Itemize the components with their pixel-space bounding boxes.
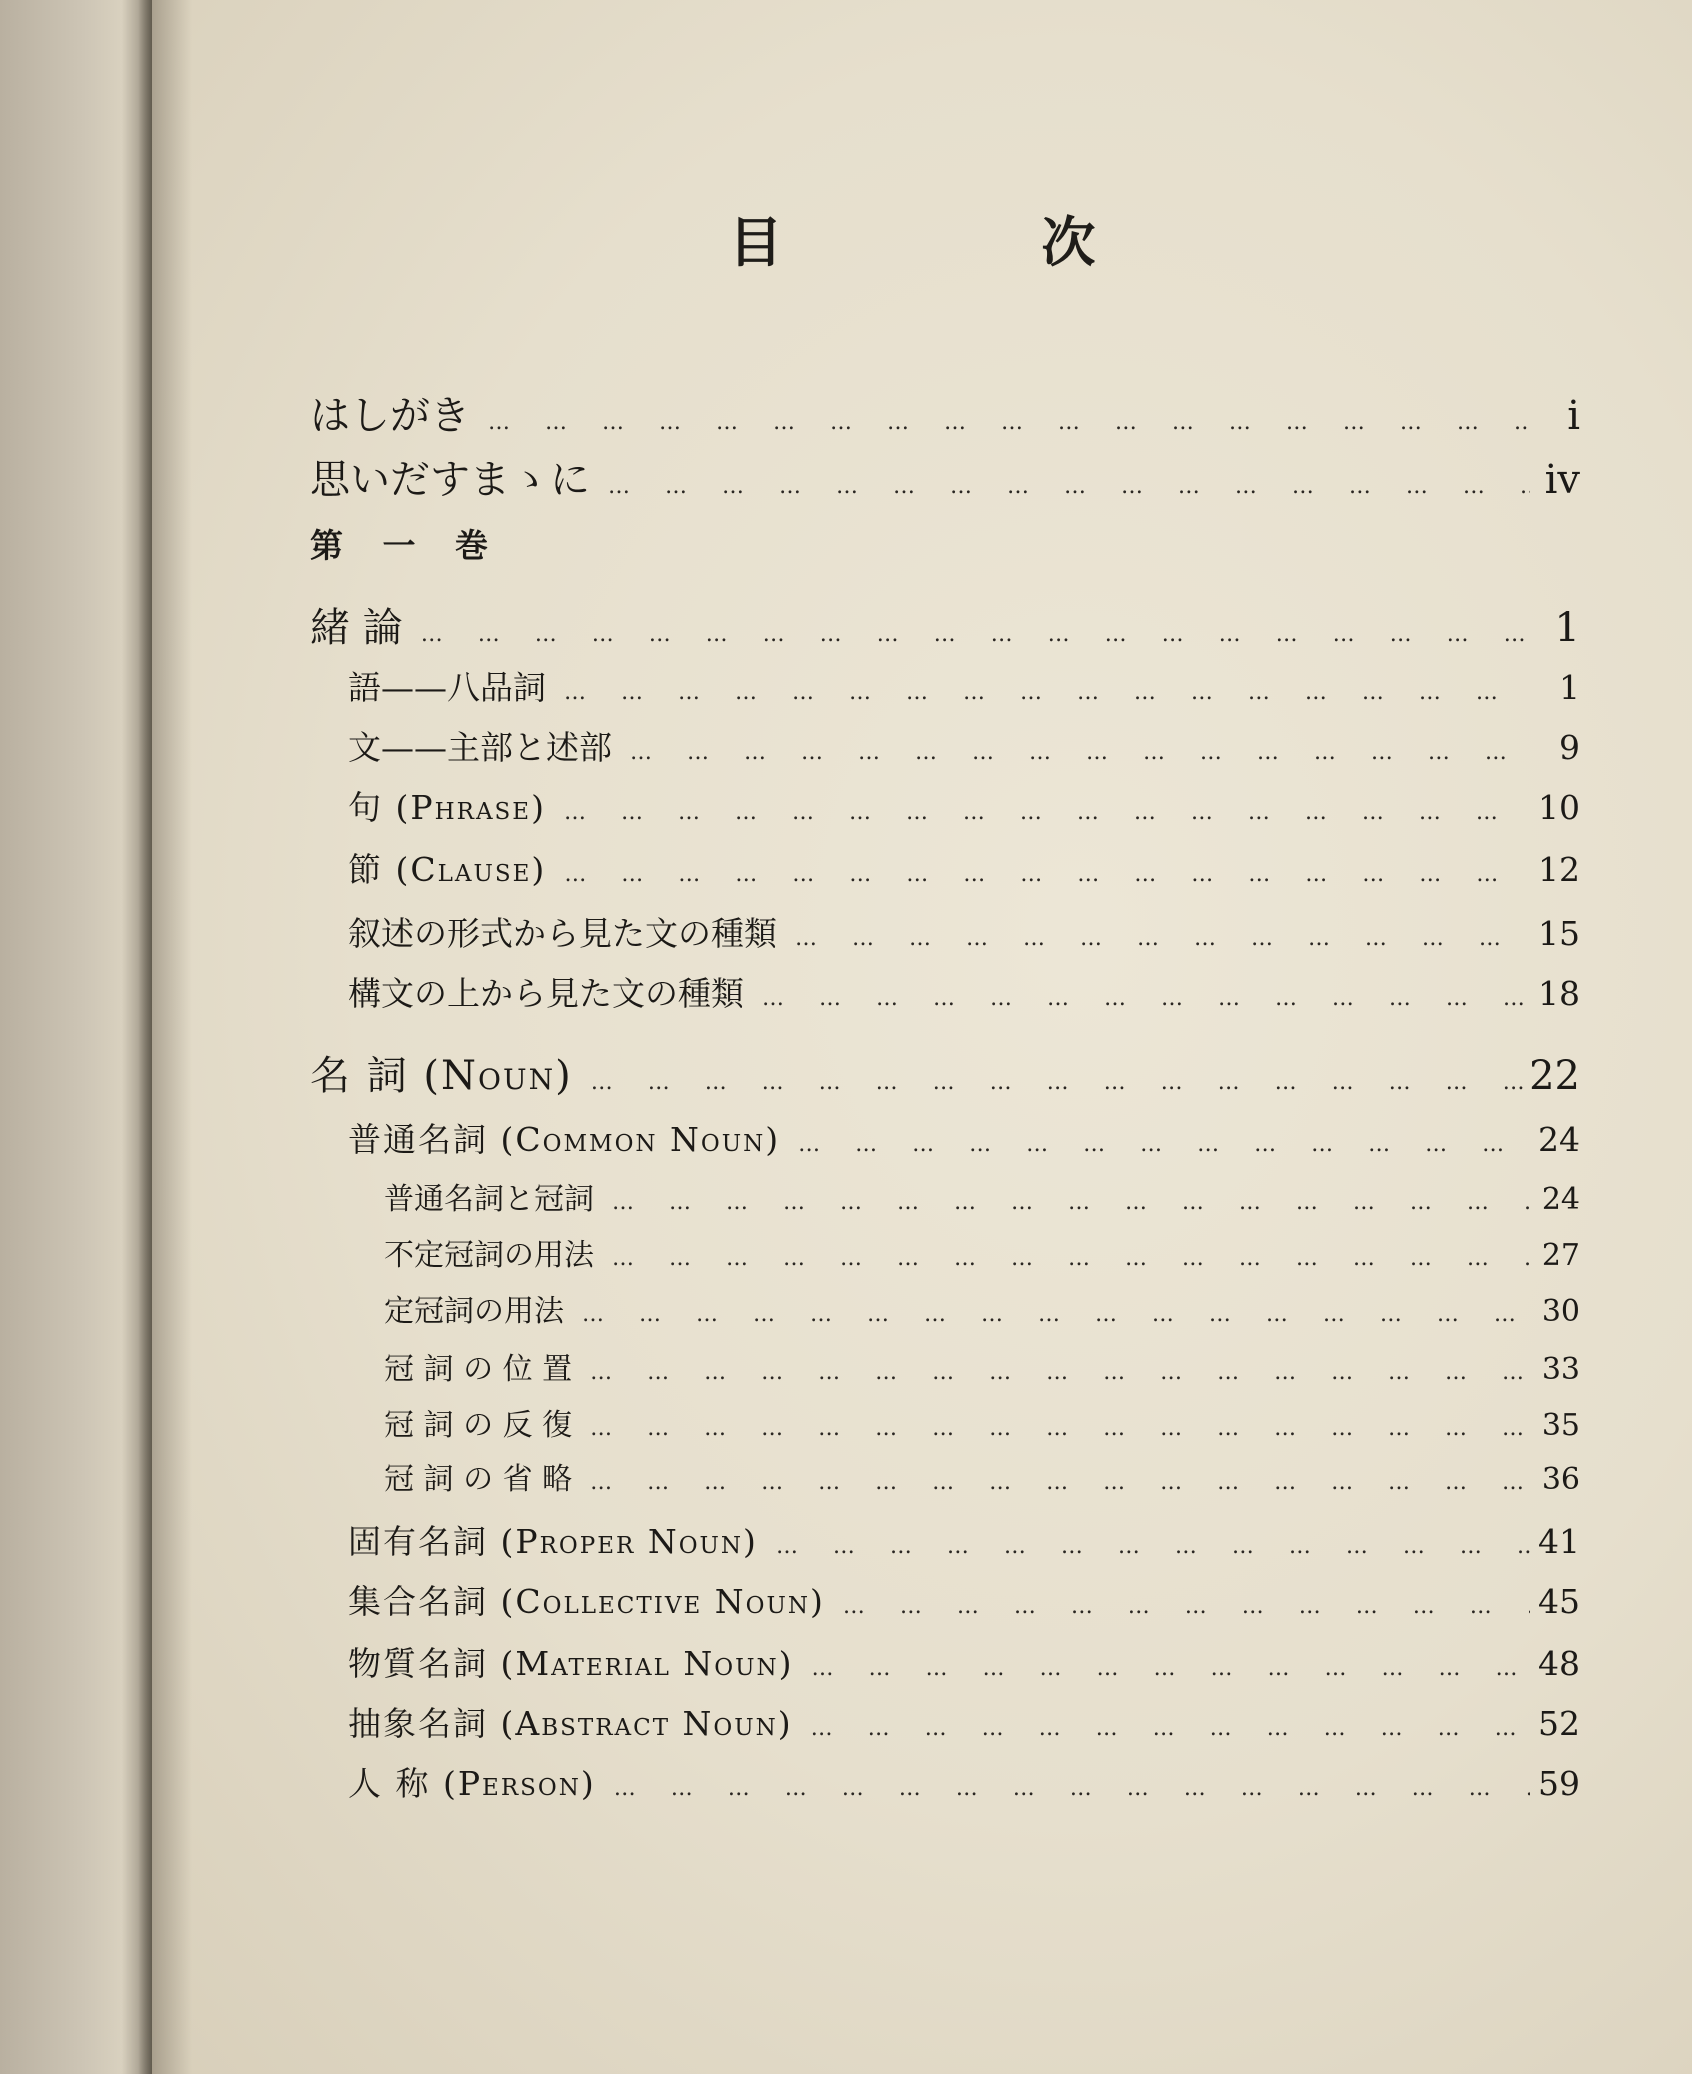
toc-entry-page: 41 <box>1538 1522 1580 1561</box>
toc-entry <box>348 1758 1580 1814</box>
toc-entry-page: 18 <box>1538 974 1580 1013</box>
leader-dots <box>572 1360 1530 1385</box>
toc-entry-label: 普通名詞と冠詞 <box>384 1182 594 1217</box>
toc-entry <box>384 1344 1580 1400</box>
toc-entry-label: 集合名詞 (Collective Noun) <box>348 1582 825 1621</box>
leader-dots <box>546 800 1530 825</box>
toc-entry <box>384 1230 1580 1286</box>
toc-entry-label: 文——主部と述部 <box>348 728 612 767</box>
toc-entry-label: 緒 論 <box>310 605 403 651</box>
toc-entry-label: 句 (Phrase) <box>348 788 546 827</box>
toc-entry <box>348 968 1580 1024</box>
toc-entry <box>348 662 1580 718</box>
leader-dots <box>777 926 1530 951</box>
toc-entry-page: 1 <box>1554 605 1580 651</box>
volume-heading-label: 第 一 巻 <box>310 526 502 565</box>
toc-entry <box>384 1454 1580 1510</box>
toc-entry <box>384 1400 1580 1456</box>
toc-entry-page: i <box>1567 393 1580 439</box>
toc-entry <box>348 1516 1580 1572</box>
toc-entry <box>384 1174 1580 1230</box>
leader-dots <box>793 1716 1530 1741</box>
facing-page-edge <box>0 0 152 2074</box>
leader-dots <box>546 680 1530 705</box>
toc-entry-page: 59 <box>1538 1764 1580 1803</box>
toc-entry-label: 普通名詞 (Common Noun) <box>348 1120 781 1159</box>
toc-entry-label: 冠 詞 の 位 置 <box>384 1352 573 1387</box>
toc-entry <box>348 1638 1580 1694</box>
toc-entry-label: 冠 詞 の 省 略 <box>384 1462 573 1497</box>
toc-entry-label: 名 詞 (Noun) <box>310 1053 573 1099</box>
toc-entry-page: 12 <box>1538 850 1580 889</box>
toc-entry <box>348 844 1580 900</box>
toc-entry <box>310 384 1580 440</box>
leader-dots <box>744 986 1530 1011</box>
volume-heading <box>310 520 502 576</box>
toc-entry-page: 9 <box>1559 728 1580 767</box>
toc-entry-page: 48 <box>1538 1644 1580 1683</box>
toc-entry-page: 36 <box>1541 1462 1580 1497</box>
toc-entry-label: 人 称 (Person) <box>348 1764 596 1803</box>
toc-entry-page: 15 <box>1538 914 1580 953</box>
page-title: 目 次 <box>728 210 1216 274</box>
toc-entry-label: 冠 詞 の 反 復 <box>384 1408 573 1443</box>
leader-dots <box>594 1246 1530 1271</box>
toc-entry-label: 固有名詞 (Proper Noun) <box>348 1522 758 1561</box>
leader-dots <box>403 622 1530 647</box>
toc-entry-page: 27 <box>1541 1238 1580 1273</box>
toc-entry-page: 22 <box>1529 1053 1580 1099</box>
leader-dots <box>572 1470 1530 1495</box>
toc-entry-label: 節 (Clause) <box>348 850 547 889</box>
book-page <box>152 0 1692 2074</box>
leader-dots <box>780 1132 1530 1157</box>
toc-entry-page: 30 <box>1541 1294 1580 1329</box>
leader-dots <box>572 1416 1530 1441</box>
leader-dots <box>590 474 1530 499</box>
toc-entry <box>348 908 1580 964</box>
toc-entry <box>310 1044 1580 1100</box>
toc-entry-page: 24 <box>1541 1182 1580 1217</box>
toc-entry-page: 24 <box>1538 1120 1580 1159</box>
leader-dots <box>573 1070 1529 1095</box>
leader-dots <box>612 740 1530 765</box>
toc-entry-label: 不定冠詞の用法 <box>384 1238 594 1273</box>
toc-entry-page: 10 <box>1538 788 1580 827</box>
toc-entry <box>348 1114 1580 1170</box>
toc-entry-label: 定冠詞の用法 <box>384 1294 564 1329</box>
toc-entry-label: 物質名詞 (Material Noun) <box>348 1644 794 1683</box>
toc-entry <box>310 448 1580 504</box>
toc-entry-page: iv <box>1544 457 1580 503</box>
toc-entry-label: 語——八品詞 <box>348 668 546 707</box>
toc-entry <box>348 1698 1580 1754</box>
toc-entry-label: 叙述の形式から見た文の種類 <box>348 914 777 953</box>
leader-dots <box>758 1534 1530 1559</box>
toc-entry-label: はしがき <box>310 393 470 439</box>
toc-entry-page: 35 <box>1541 1408 1580 1443</box>
toc-entry <box>348 782 1580 838</box>
leader-dots <box>596 1776 1530 1801</box>
leader-dots <box>794 1656 1530 1681</box>
leader-dots <box>546 862 1530 887</box>
toc-entry <box>384 1286 1580 1342</box>
toc-entry-page: 45 <box>1538 1582 1580 1621</box>
toc-entry-page: 52 <box>1538 1704 1580 1743</box>
toc-entry-label: 思いだすまゝに <box>310 457 590 503</box>
toc-entry-label: 抽象名詞 (Abstract Noun) <box>348 1704 793 1743</box>
leader-dots <box>594 1190 1530 1215</box>
toc-entry <box>310 596 1580 652</box>
leader-dots <box>825 1594 1530 1619</box>
toc-entry-page: 1 <box>1559 668 1580 707</box>
toc-entry-page: 33 <box>1541 1352 1580 1387</box>
leader-dots <box>564 1302 1530 1327</box>
toc-entry <box>348 1576 1580 1632</box>
toc-entry <box>348 722 1580 778</box>
leader-dots <box>470 410 1530 435</box>
toc-entry-label: 構文の上から見た文の種類 <box>348 974 744 1013</box>
